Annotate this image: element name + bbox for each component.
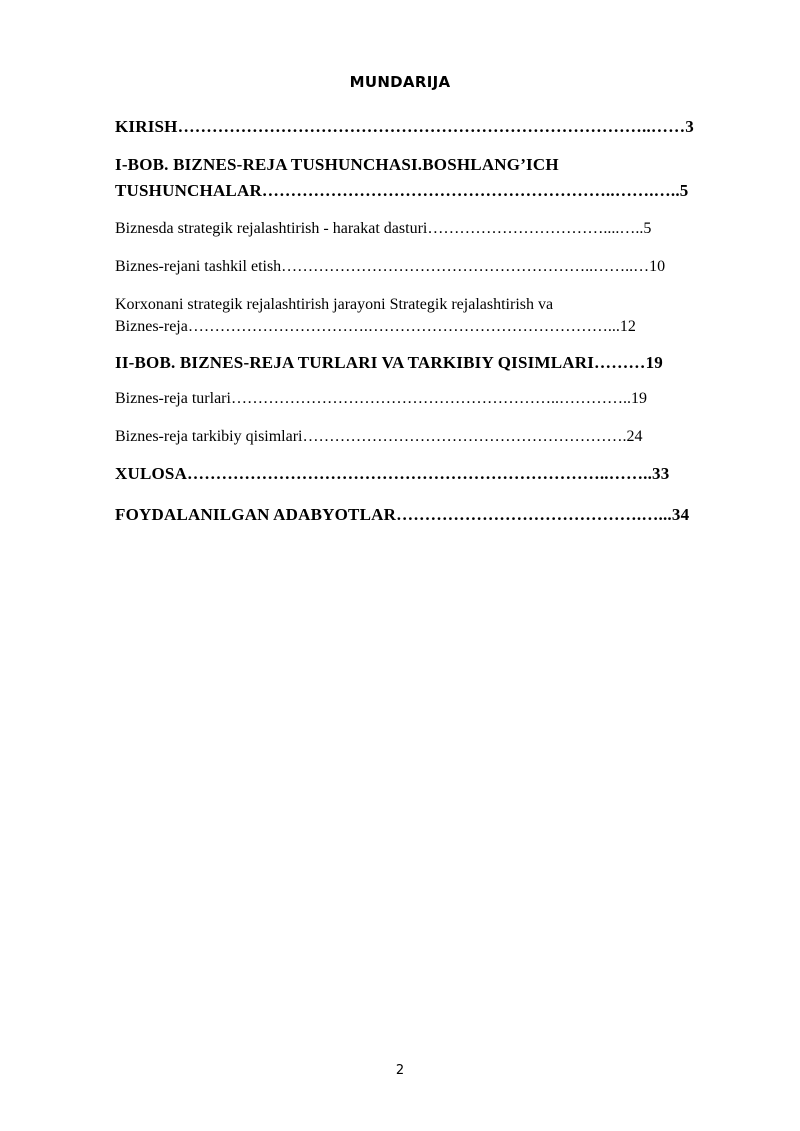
toc-entry-chapter-1-title: I-BOB. BIZNES-REJA TUSHUNCHASI.BOSHLANG’ICH (115, 155, 559, 174)
toc-entry-chapter-1-title-cont: TUSHUNCHALAR……………………………………………………..…….…..5 (115, 181, 689, 200)
toc-entry-section-2-1: Biznes-reja turlari……………………………………………………..…………..19 (115, 390, 647, 407)
toc-entry-xulosa: XULOSA………………………………………………………………..……..33 (115, 464, 670, 483)
page-number: 2 (395, 1063, 405, 1078)
toc-entry-section-2-2: Biznes-reja tarkibiy qisimlari…………………………………………………….24 (115, 428, 643, 445)
toc-entry-section-1-2: Biznes-rejani tashkil etish…………………………………………………..……..…10 (115, 258, 666, 275)
toc-entry-section-1-1: Biznesda strategik rejalashtirish - harakat dasturi……………………………....…..5 (115, 220, 652, 237)
toc-entry-section-1-3-cont: Biznes-reja…………………………….………………………………………...12 (115, 318, 636, 335)
toc-entry-chapter-2: II-BOB. BIZNES-REJA TURLARI VA TARKIBIY QISIMLARI………19 (115, 353, 664, 372)
toc-entry-kirish: KIRISH………………………………………………………………………..……3 (115, 117, 695, 136)
toc-entry-section-1-3: Korxonani strategik rejalashtirish jarayoni Strategik rejalashtirish va (115, 296, 554, 313)
toc-heading: MUNDARIJA (349, 73, 451, 91)
toc-entry-foydalanilgan-adabyotlar: FOYDALANILGAN ADABYOTLAR…………………………………….…...34 (115, 505, 690, 524)
